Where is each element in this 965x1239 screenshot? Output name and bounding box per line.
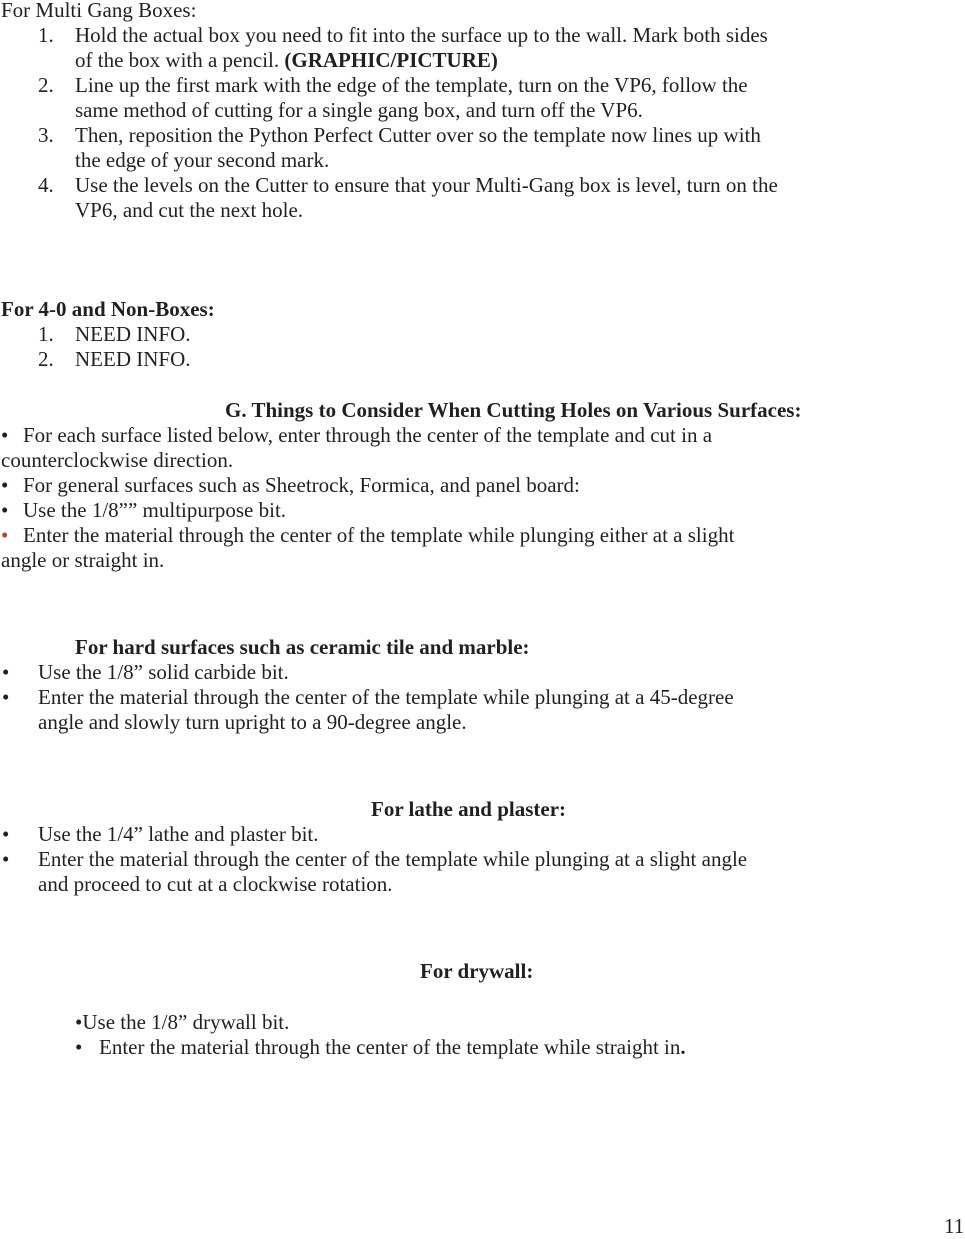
four-o-heading: For 4-0 and Non-Boxes: [1, 297, 215, 321]
list-number: 1. [38, 23, 54, 47]
hard-surfaces-heading: For hard surfaces such as ceramic tile and marble: [75, 635, 530, 659]
list-item-text: Then, reposition the Python Perfect Cutter over so the template now lines up with [75, 123, 761, 147]
bullet-text: angle and slowly turn upright to a 90-degree angle. [38, 710, 467, 734]
bullet-text: Enter the material through the center of the template while plunging at a slight angle [38, 847, 748, 871]
bullet-icon: • [2, 822, 10, 846]
list-item-text: Use the levels on the Cutter to ensure that your Multi-Gang box is level, turn on the [75, 173, 778, 197]
list-number: 2. [38, 73, 54, 97]
list-item-text: of the box with a pencil. (GRAPHIC/PICTURE) [75, 48, 498, 72]
bullet-icon: • [2, 660, 10, 684]
bullet-icon: • [1, 423, 9, 447]
list-number: 4. [38, 173, 54, 197]
multi-gang-heading: For Multi Gang Boxes: [1, 0, 197, 22]
bullet-icon-accent: • [1, 523, 9, 547]
list-item-text: the edge of your second mark. [75, 148, 330, 172]
bullet-icon: • [2, 685, 10, 709]
bullet-icon: • [1, 473, 9, 497]
list-number: 3. [38, 123, 54, 147]
list-item-text: VP6, and cut the next hole. [75, 198, 304, 222]
bullet-text: counterclockwise direction. [1, 448, 234, 472]
graphic-placeholder: (GRAPHIC/PICTURE) [284, 48, 498, 72]
drywall-heading: For drywall: [420, 959, 534, 983]
bullet-icon: • [2, 847, 10, 871]
bullet-text: For general surfaces such as Sheetrock, Formica, and panel board: [23, 473, 580, 497]
bullet-icon: • [75, 1035, 83, 1059]
bullet-text: For each surface listed below, enter through the center of the template and cut in a [23, 423, 713, 447]
bullet-text: Use the 1/4” lathe and plaster bit. [38, 822, 319, 846]
bullet-text: •Use the 1/8” drywall bit. [75, 1010, 290, 1034]
list-item-text: NEED INFO. [75, 322, 191, 346]
list-item-text: Hold the actual box you need to fit into the surface up to the wall. Mark both sides [75, 23, 768, 47]
bullet-text: Enter the material through the center of the template while plunging either at a slight [23, 523, 735, 547]
bullet-text: Use the 1/8” solid carbide bit. [38, 660, 289, 684]
list-item-text: NEED INFO. [75, 347, 191, 371]
bullet-text: Enter the material through the center of the template while plunging at a 45-degree [38, 685, 734, 709]
bullet-text: Enter the material through the center of the template while straight in. [99, 1035, 686, 1059]
section-g-heading: G. Things to Consider When Cutting Holes on Various Surfaces: [225, 398, 802, 422]
lathe-plaster-heading: For lathe and plaster: [371, 797, 567, 821]
bullet-icon: • [1, 498, 9, 522]
bullet-text: angle or straight in. [1, 548, 165, 572]
list-number: 1. [38, 322, 54, 346]
list-number: 2. [38, 347, 54, 371]
page-number: 11 [944, 1214, 965, 1238]
list-item-text: Line up the first mark with the edge of the template, turn on the VP6, follow the [75, 73, 748, 97]
list-item-text: same method of cutting for a single gang box, and turn off the VP6. [75, 98, 643, 122]
bullet-text: and proceed to cut at a clockwise rotation. [38, 872, 393, 896]
bullet-text: Use the 1/8”” multipurpose bit. [23, 498, 287, 522]
